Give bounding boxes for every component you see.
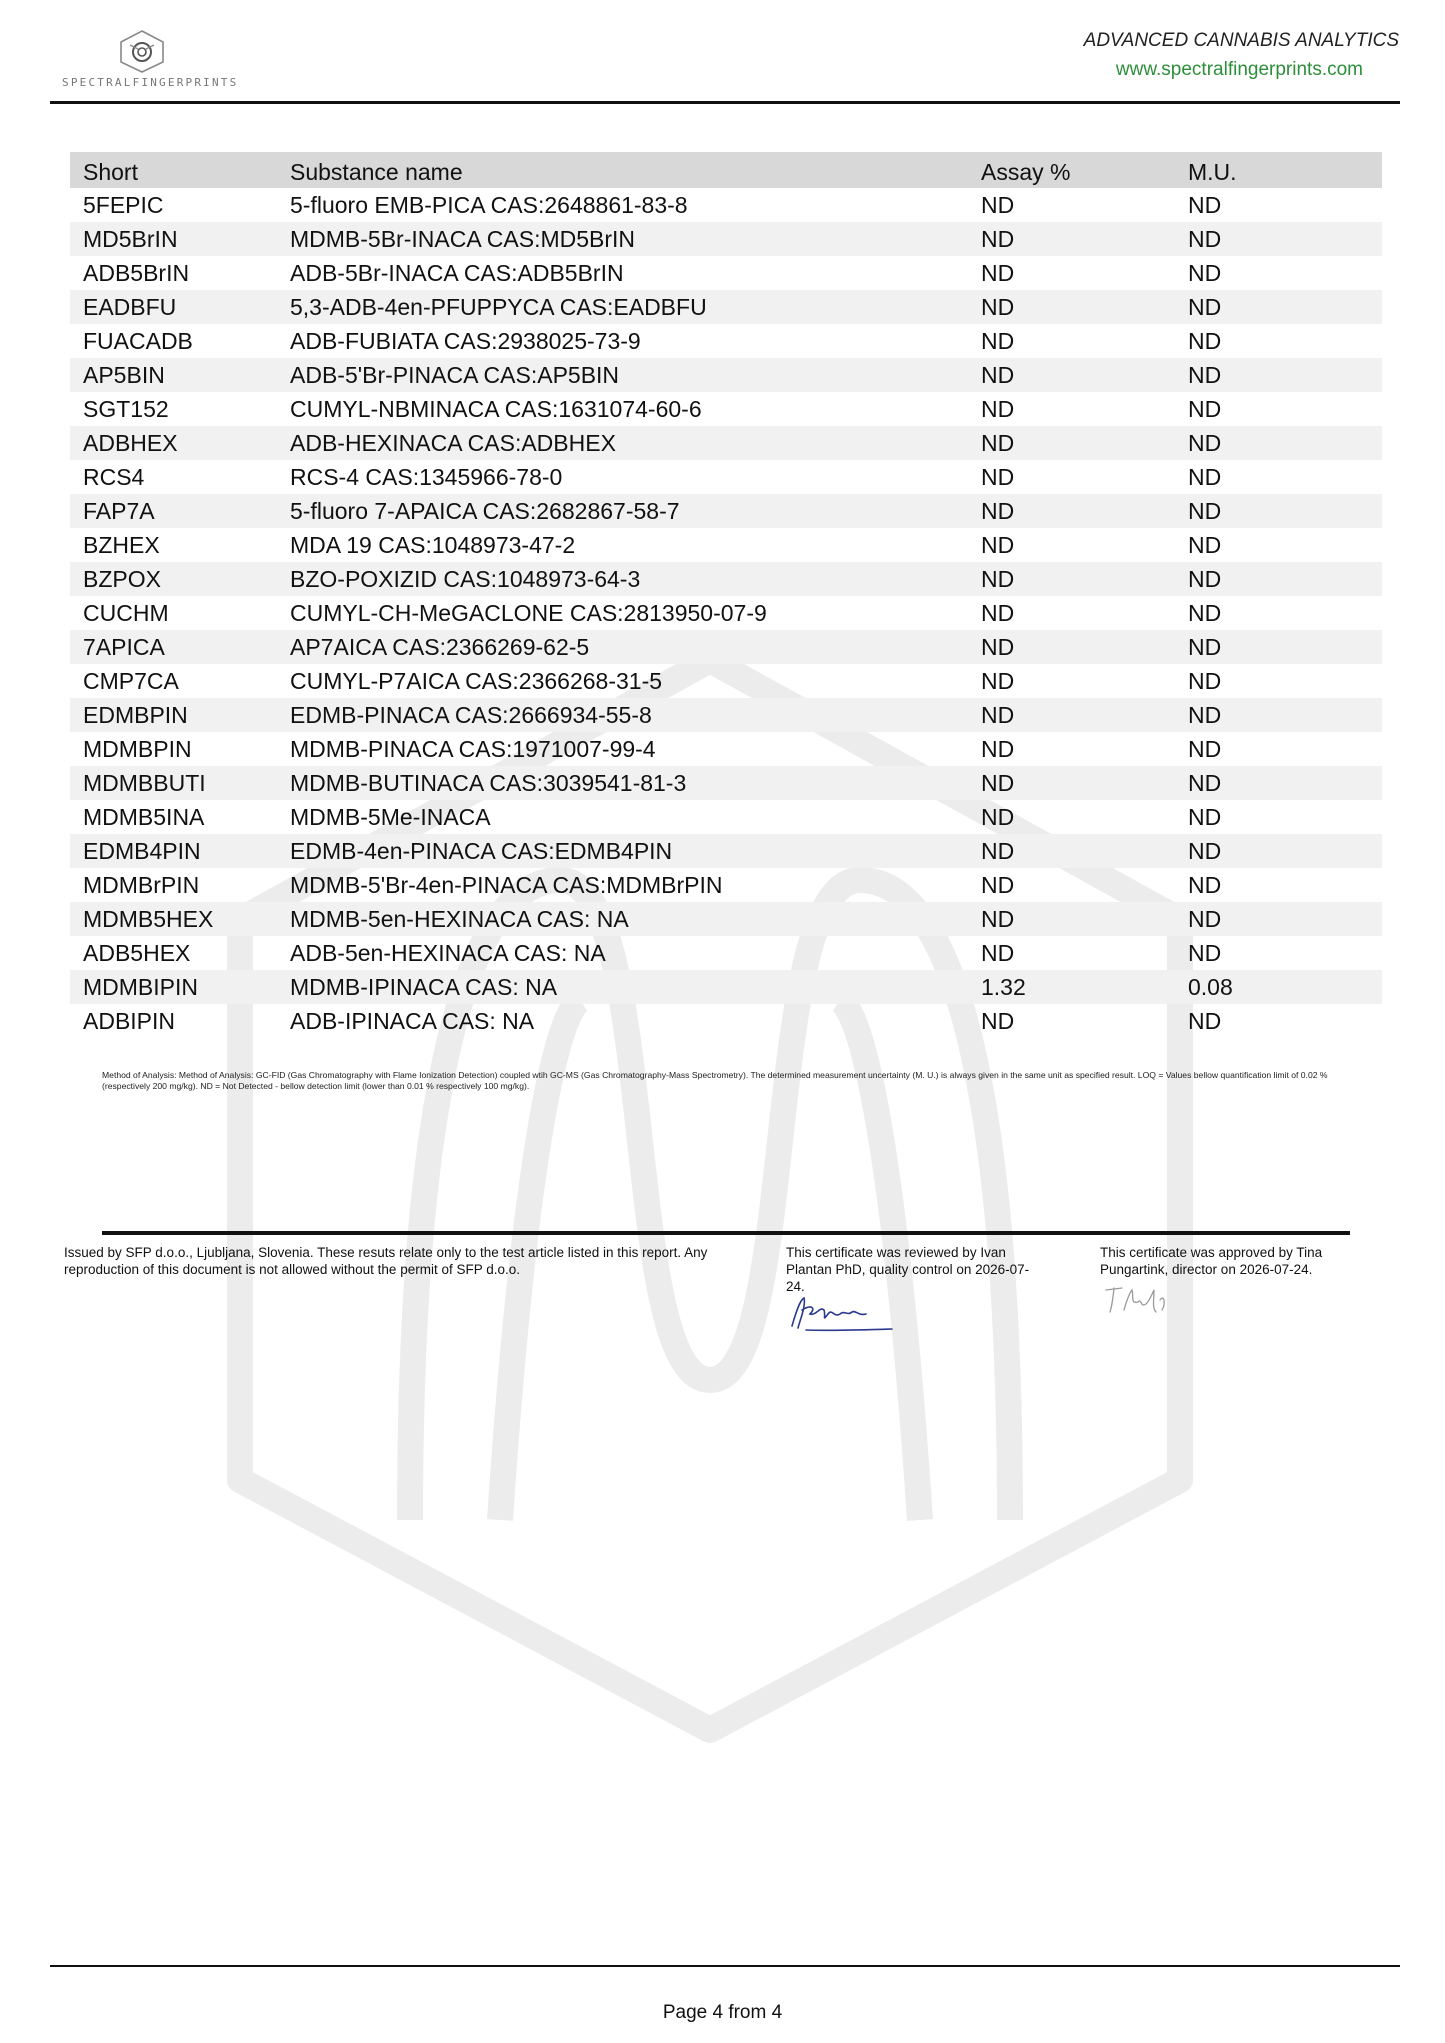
cell-short: EDMB4PIN — [70, 834, 277, 868]
reviewer-signature — [786, 1292, 896, 1334]
cell-assay: ND — [968, 426, 1175, 460]
cell-mu: ND — [1188, 736, 1222, 762]
table-row — [70, 528, 1382, 562]
cell-short: ADB5HEX — [83, 940, 191, 966]
cell-assay: ND — [968, 290, 1175, 324]
bottom-divider — [50, 1965, 1400, 1967]
table-row — [70, 664, 1382, 698]
table-row — [70, 732, 1382, 766]
website-link[interactable]: www.spectralfingerprints.com — [1115, 59, 1363, 80]
cell-substance-name: MDMB-PINACA CAS:1971007-99-4 — [290, 736, 656, 762]
cell-assay: ND — [981, 396, 1015, 422]
cell-short: MDMBBUTI — [70, 766, 277, 800]
cell-short: ADB5BrIN — [83, 260, 190, 286]
table-header-row — [70, 152, 1382, 188]
method-of-analysis-note: Method of Analysis: Method of Analysis: GC-FID (Gas Chromatography with Flame Ionization Detection) coupled wtih GC-MS (Gas Chromatography-Mass Spectrometry). The determined measurement uncertainty (M. U.) is always given in the same unit as specified result. LOQ = Values bellow quantification limit of 0.02 % (respectively 200 mg/kg). ND = Not Detected - bellow detection limit (lower than 0.01 % respectively 100 mg/kg). — [102, 1070, 1328, 1091]
cell-substance-name: MDMB-BUTINACA CAS:3039541-81-3 — [277, 766, 968, 800]
table-row — [70, 256, 1382, 290]
table-row — [70, 494, 1382, 528]
cell-short: MDMBIPIN — [70, 970, 277, 1004]
cell-short: 7APICA — [70, 630, 277, 664]
company-logo — [62, 28, 239, 98]
cell-short: RCS4 — [83, 464, 145, 490]
table-row — [70, 324, 1382, 358]
page-header — [0, 0, 1445, 110]
cell-substance-name: EDMB-PINACA CAS:2666934-55-8 — [277, 698, 968, 732]
table-row — [70, 800, 1382, 834]
cell-assay: ND — [981, 668, 1015, 694]
page-number: Page 4 from 4 — [662, 2002, 783, 2023]
cell-mu: ND — [1188, 600, 1222, 626]
cell-substance-name: CUMYL-CH-MeGACLONE CAS:2813950-07-9 — [290, 600, 767, 626]
cell-substance-name: 5-fluoro EMB-PICA CAS:2648861-83-8 — [290, 192, 688, 218]
cell-mu: ND — [1175, 494, 1382, 528]
cell-short: FUACADB — [83, 328, 193, 354]
cell-assay: ND — [981, 736, 1015, 762]
cell-mu: ND — [1188, 940, 1222, 966]
cell-mu: ND — [1188, 532, 1222, 558]
table-row — [70, 630, 1382, 664]
header-divider — [50, 101, 1400, 104]
cell-mu: ND — [1175, 834, 1382, 868]
cell-short: SGT152 — [83, 396, 169, 422]
results-table-body — [70, 188, 1382, 1038]
cell-mu: ND — [1175, 698, 1382, 732]
table-row — [70, 562, 1382, 596]
logo-wordmark: SPECTRALFINGERPRINTS — [62, 76, 239, 89]
footer-divider — [102, 1231, 1350, 1235]
cell-substance-name: ADB-FUBIATA CAS:2938025-73-9 — [290, 328, 641, 354]
cell-assay: ND — [968, 766, 1175, 800]
table-row — [70, 834, 1382, 868]
cell-assay: ND — [981, 464, 1015, 490]
cell-assay: ND — [968, 630, 1175, 664]
cell-assay: ND — [968, 562, 1175, 596]
cell-mu: ND — [1175, 222, 1382, 256]
cell-assay: ND — [981, 872, 1015, 898]
table-row — [70, 766, 1382, 800]
cell-mu: 0.08 — [1175, 970, 1382, 1004]
table-row — [70, 970, 1382, 1004]
reviewer-statement: This certificate was reviewed by Ivan Plantan PhD, quality control on 2026-07-24. — [786, 1245, 1030, 1294]
cell-short: EDMBPIN — [70, 698, 277, 732]
cell-mu: ND — [1175, 290, 1382, 324]
cell-substance-name: RCS-4 CAS:1345966-78-0 — [290, 464, 563, 490]
cell-short: CMP7CA — [83, 668, 179, 694]
column-header-assay: Assay % — [968, 152, 1175, 188]
cell-short: MDMBrPIN — [83, 872, 200, 898]
cell-short: ADBHEX — [70, 426, 277, 460]
cell-substance-name: AP7AICA CAS:2366269-62-5 — [277, 630, 968, 664]
column-header-mu: M.U. — [1175, 152, 1382, 188]
cell-substance-name: CUMYL-P7AICA CAS:2366268-31-5 — [290, 668, 663, 694]
cell-substance-name: MDMB-5Br-INACA CAS:MD5BrIN — [277, 222, 968, 256]
cell-assay: ND — [968, 834, 1175, 868]
cell-short: AP5BIN — [70, 358, 277, 392]
cell-assay: ND — [968, 698, 1175, 732]
cell-mu: ND — [1188, 260, 1222, 286]
cell-substance-name: EDMB-4en-PINACA CAS:EDMB4PIN — [277, 834, 968, 868]
cell-substance-name: ADB-IPINACA CAS: NA — [290, 1008, 535, 1034]
cell-assay: ND — [981, 260, 1015, 286]
cell-mu: ND — [1188, 328, 1222, 354]
table-row — [70, 426, 1382, 460]
cell-assay: ND — [981, 804, 1015, 830]
table-row — [70, 596, 1382, 630]
cell-mu: ND — [1188, 872, 1222, 898]
column-header-short: Short — [70, 152, 277, 188]
cell-assay: ND — [981, 532, 1015, 558]
cell-mu: ND — [1188, 396, 1222, 422]
table-row — [70, 290, 1382, 324]
cell-substance-name: CUMYL-NBMINACA CAS:1631074-60-6 — [290, 396, 702, 422]
cell-mu: ND — [1175, 766, 1382, 800]
table-row — [70, 698, 1382, 732]
cell-short: MD5BrIN — [70, 222, 277, 256]
cell-assay: ND — [981, 328, 1015, 354]
cell-substance-name: BZO-POXIZID CAS:1048973-64-3 — [277, 562, 968, 596]
cell-substance-name: ADB-HEXINACA CAS:ADBHEX — [277, 426, 968, 460]
table-row — [70, 188, 1382, 222]
table-row — [70, 460, 1382, 494]
cell-assay: ND — [981, 940, 1015, 966]
cell-substance-name: MDA 19 CAS:1048973-47-2 — [290, 532, 576, 558]
cell-short: 5FEPIC — [83, 192, 164, 218]
cell-short: BZHEX — [83, 532, 160, 558]
cell-mu: ND — [1175, 902, 1382, 936]
cell-substance-name: 5-fluoro 7-APAICA CAS:2682867-58-7 — [277, 494, 968, 528]
table-row — [70, 358, 1382, 392]
cell-mu: ND — [1175, 426, 1382, 460]
cell-substance-name: ADB-5'Br-PINACA CAS:AP5BIN — [277, 358, 968, 392]
issuer-statement: Issued by SFP d.o.o., Ljubljana, Slovenia. These resuts relate only to the test article listed in this report. Any reproduction of this document is not allowed without the permit of SFP d.o.o. — [64, 1245, 708, 1277]
cell-mu: ND — [1175, 562, 1382, 596]
cell-mu: ND — [1175, 358, 1382, 392]
cell-assay: ND — [981, 192, 1015, 218]
table-row — [70, 392, 1382, 426]
cell-substance-name: MDMB-5Me-INACA — [290, 804, 491, 830]
table-row — [70, 936, 1382, 970]
cell-short: BZPOX — [70, 562, 277, 596]
cell-short: MDMB5HEX — [70, 902, 277, 936]
cell-substance-name: MDMB-5en-HEXINACA CAS: NA — [277, 902, 968, 936]
cell-substance-name: ADB-5Br-INACA CAS:ADB5BrIN — [290, 260, 624, 286]
cell-assay: 1.32 — [968, 970, 1175, 1004]
cell-substance-name: MDMB-5'Br-4en-PINACA CAS:MDMBrPIN — [290, 872, 723, 898]
cell-mu: ND — [1188, 192, 1222, 218]
column-header-substance: Substance name — [277, 152, 968, 188]
cell-substance-name: ADB-5en-HEXINACA CAS: NA — [290, 940, 606, 966]
results-table — [70, 152, 1382, 1038]
table-row — [70, 902, 1382, 936]
cell-mu: ND — [1188, 1008, 1222, 1034]
cell-substance-name: 5,3-ADB-4en-PFUPPYCA CAS:EADBFU — [277, 290, 968, 324]
table-row — [70, 222, 1382, 256]
cell-mu: ND — [1175, 630, 1382, 664]
approver-statement: This certificate was approved by Tina Pungartink, director on 2026-07-24. — [1100, 1245, 1323, 1277]
cell-mu: ND — [1188, 464, 1222, 490]
table-row — [70, 1004, 1382, 1038]
cell-short: FAP7A — [70, 494, 277, 528]
cell-short: MDMB5INA — [83, 804, 205, 830]
cell-assay: ND — [968, 902, 1175, 936]
cell-short: ADBIPIN — [83, 1008, 176, 1034]
logo-hexagon-icon — [117, 28, 167, 74]
cell-short: MDMBPIN — [83, 736, 192, 762]
cell-assay: ND — [968, 494, 1175, 528]
cell-substance-name: MDMB-IPINACA CAS: NA — [277, 970, 968, 1004]
table-row — [70, 868, 1382, 902]
cell-mu: ND — [1188, 668, 1222, 694]
cell-mu: ND — [1188, 804, 1222, 830]
cell-assay: ND — [968, 358, 1175, 392]
company-name: ADVANCED CANNABIS ANALYTICS — [1083, 30, 1399, 51]
cell-assay: ND — [968, 222, 1175, 256]
cell-assay: ND — [981, 1008, 1015, 1034]
approver-signature — [1100, 1282, 1180, 1322]
cell-assay: ND — [981, 600, 1015, 626]
cell-short: EADBFU — [70, 290, 277, 324]
cell-short: CUCHM — [83, 600, 169, 626]
